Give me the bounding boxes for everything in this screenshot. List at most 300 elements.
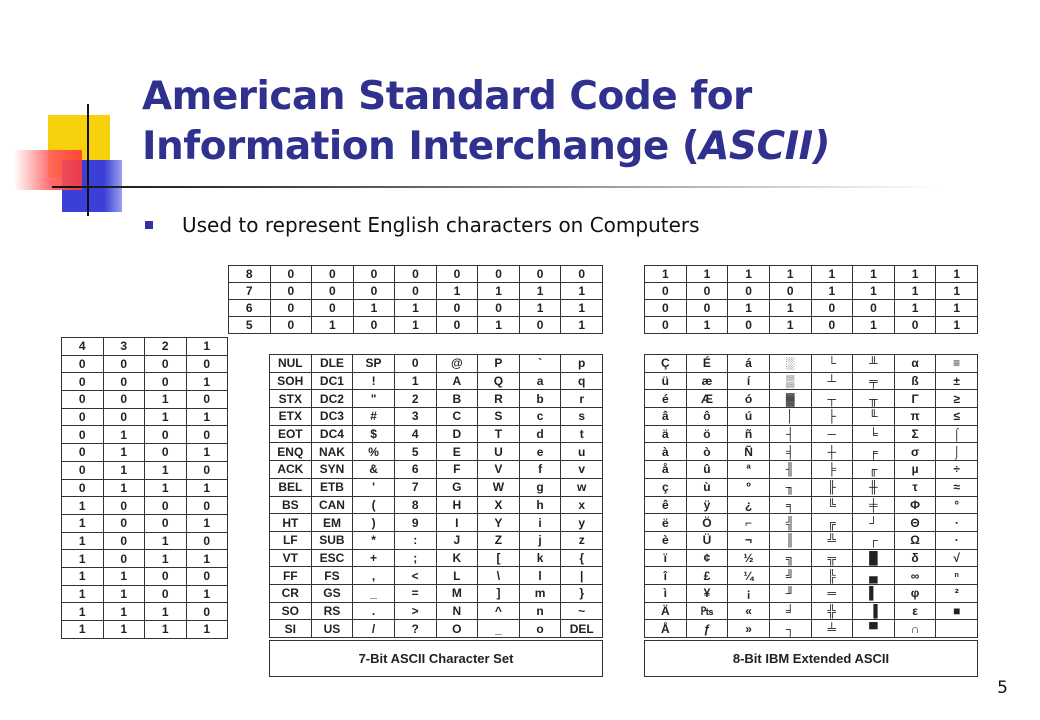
table-cell: f: [519, 461, 561, 479]
table-cell: 1: [62, 621, 104, 639]
table-cell: √: [936, 549, 978, 567]
table-cell: 1: [186, 373, 228, 391]
table-cell: │: [769, 408, 811, 426]
table-cell: ╚: [811, 496, 853, 514]
table-cell: 1: [395, 300, 437, 317]
table-cell: 1: [769, 317, 811, 334]
table-cell: ú: [728, 408, 770, 426]
table-cell: 1: [853, 283, 895, 300]
logo-square-red: [14, 150, 82, 190]
table-cell: ┬: [811, 390, 853, 408]
table-cell: ÿ: [686, 496, 728, 514]
table-cell: 0: [686, 283, 728, 300]
table-cell: #: [353, 408, 395, 426]
ascii7-char-grid: [269, 354, 603, 638]
table-cell: 0: [561, 266, 603, 283]
table-cell: ·: [936, 531, 978, 549]
table-cell: 0: [145, 567, 187, 585]
table-row: [270, 549, 603, 567]
table-cell: û: [686, 461, 728, 479]
ascii7-top-bits: [228, 265, 603, 334]
table-cell: 0: [103, 514, 145, 532]
table-row: [270, 602, 603, 620]
table-cell: ε: [894, 602, 936, 620]
table-cell: >: [394, 602, 436, 620]
table-cell: 1: [645, 266, 687, 283]
table-cell: HT: [270, 514, 312, 532]
table-cell: 0: [62, 373, 104, 391]
table-cell: 0: [103, 391, 145, 409]
table-cell: 0: [145, 373, 187, 391]
table-cell: SYN: [311, 461, 353, 479]
table-row: [645, 478, 978, 496]
table-cell: 1: [394, 372, 436, 390]
table-cell: d: [519, 425, 561, 443]
table-cell: 1: [103, 621, 145, 639]
table-row: [645, 620, 978, 638]
table-cell: 1: [186, 338, 228, 356]
table-cell: ╣: [769, 514, 811, 532]
table-cell: K: [436, 549, 478, 567]
table-cell: 0: [769, 283, 811, 300]
table-cell: CR: [270, 584, 312, 602]
table-cell: ∙: [936, 514, 978, 532]
table-cell: 1: [561, 317, 603, 334]
table-cell: 1: [186, 444, 228, 462]
table-cell: 7: [229, 283, 271, 300]
table-cell: 1: [62, 550, 104, 568]
table-cell: ß: [894, 372, 936, 390]
table-cell: ╙: [853, 408, 895, 426]
table-cell: 0: [270, 283, 312, 300]
table-cell: ƒ: [686, 620, 728, 638]
table-cell: SOH: [270, 372, 312, 390]
table-cell: I: [436, 514, 478, 532]
table-cell: [: [478, 549, 520, 567]
table-cell: DLE: [311, 355, 353, 373]
table-cell: .: [353, 602, 395, 620]
table-row: [645, 602, 978, 620]
table-cell: 5: [394, 443, 436, 461]
table-cell: 1: [62, 532, 104, 550]
table-cell: 0: [62, 444, 104, 462]
table-cell: ┐: [769, 620, 811, 638]
table-cell: 1: [145, 408, 187, 426]
table-cell: R: [478, 390, 520, 408]
table-cell: y: [561, 514, 603, 532]
table-cell: â: [645, 408, 687, 426]
table-cell: H: [436, 496, 478, 514]
table-cell: 4: [394, 425, 436, 443]
table-cell: DC2: [311, 390, 353, 408]
table-cell: 1: [145, 621, 187, 639]
table-cell: NUL: [270, 355, 312, 373]
table-cell: ▐: [853, 602, 895, 620]
table-cell: ò: [686, 443, 728, 461]
table-cell: ┴: [811, 372, 853, 390]
table-row: [645, 408, 978, 426]
table-cell: US: [311, 620, 353, 638]
table-cell: ╞: [811, 461, 853, 479]
table-cell: DC1: [311, 372, 353, 390]
ascii8-top-bits: [644, 265, 978, 334]
table-cell: 0: [436, 317, 478, 334]
table-cell: (: [353, 496, 395, 514]
table-cell: 3: [394, 408, 436, 426]
table-cell: S: [478, 408, 520, 426]
table-cell: ?: [394, 620, 436, 638]
table-cell: º: [728, 478, 770, 496]
table-row: [270, 478, 603, 496]
table-cell: O: [436, 620, 478, 638]
table-row: [645, 300, 978, 317]
table-cell: G: [436, 478, 478, 496]
bullet-item: [145, 213, 700, 237]
table-cell: £: [686, 567, 728, 585]
table-cell: 0: [811, 317, 853, 334]
table-row: [62, 355, 228, 373]
table-cell: ╩: [811, 531, 853, 549]
table-cell: ²: [936, 584, 978, 602]
table-cell: q: [561, 372, 603, 390]
table-cell: SI: [270, 620, 312, 638]
table-cell: 0: [103, 355, 145, 373]
table-cell: 1: [186, 408, 228, 426]
table-row: [270, 408, 603, 426]
table-cell: ¼: [728, 567, 770, 585]
table-cell: 0: [145, 514, 187, 532]
table-cell: D: [436, 425, 478, 443]
table-cell: 1: [186, 621, 228, 639]
table-cell: 1: [62, 567, 104, 585]
table-cell: 1: [103, 479, 145, 497]
table-cell: ACK: [270, 461, 312, 479]
table-cell: =: [394, 584, 436, 602]
table-cell: ': [353, 478, 395, 496]
table-cell: 1: [894, 283, 936, 300]
table-cell: ▀: [853, 620, 895, 638]
table-cell: 0: [186, 497, 228, 515]
table-cell: Σ: [894, 425, 936, 443]
table-cell: 1: [186, 585, 228, 603]
table-cell: 0: [353, 317, 395, 334]
table-row: [229, 283, 603, 300]
table-cell: α: [894, 355, 936, 373]
table-cell: └: [811, 355, 853, 373]
table-cell: 1: [395, 317, 437, 334]
table-cell: ¬: [728, 531, 770, 549]
table-row: [645, 390, 978, 408]
table-cell: 1: [561, 300, 603, 317]
table-cell: 0: [62, 479, 104, 497]
table-cell: ┘: [853, 514, 895, 532]
table-cell: <: [394, 567, 436, 585]
table-cell: ⌡: [936, 443, 978, 461]
table-row: [62, 426, 228, 444]
table-cell: 7: [394, 478, 436, 496]
table-cell: í: [728, 372, 770, 390]
table-cell: ÷: [936, 461, 978, 479]
table-cell: 1: [62, 603, 104, 621]
table-cell: «: [728, 602, 770, 620]
table-cell: 0: [62, 391, 104, 409]
table-cell: s: [561, 408, 603, 426]
table-cell: 0: [894, 317, 936, 334]
table-cell: o: [519, 620, 561, 638]
table-cell: ╥: [853, 390, 895, 408]
table-cell: 1: [103, 444, 145, 462]
ascii7-caption: 7-Bit ASCII Character Set: [269, 640, 603, 677]
table-cell: τ: [894, 478, 936, 496]
table-cell: ▌: [853, 584, 895, 602]
table-cell: 0: [186, 532, 228, 550]
table-row: [645, 317, 978, 334]
table-cell: ½: [728, 549, 770, 567]
table-row: [270, 567, 603, 585]
table-row: [270, 584, 603, 602]
table-cell: φ: [894, 584, 936, 602]
table-row: [270, 425, 603, 443]
logo-vertical-line: [87, 104, 89, 216]
table-cell: î: [645, 567, 687, 585]
table-row: [270, 372, 603, 390]
table-cell: 1: [145, 479, 187, 497]
table-cell: ╖: [769, 478, 811, 496]
table-cell: ): [353, 514, 395, 532]
table-cell: 0: [103, 408, 145, 426]
table-cell: x: [561, 496, 603, 514]
table-cell: ≈: [936, 478, 978, 496]
table-cell: 0: [853, 300, 895, 317]
table-cell: 0: [145, 426, 187, 444]
table-cell: π: [894, 408, 936, 426]
table-cell: Θ: [894, 514, 936, 532]
table-cell: 0: [436, 300, 478, 317]
table-row: [645, 266, 978, 283]
table-cell: 0: [478, 300, 520, 317]
table-row: [62, 461, 228, 479]
table-cell: ä: [645, 425, 687, 443]
table-cell: 0: [728, 317, 770, 334]
table-cell: ▓: [769, 390, 811, 408]
table-row: [62, 479, 228, 497]
table-cell: à: [645, 443, 687, 461]
table-cell: r: [561, 390, 603, 408]
bullet-text: Used to represent English characters on Computers: [182, 213, 700, 237]
table-cell: M: [436, 584, 478, 602]
table-row: [270, 514, 603, 532]
table-row: [270, 496, 603, 514]
table-row: [645, 584, 978, 602]
table-cell: ╗: [769, 549, 811, 567]
table-cell: ]: [478, 584, 520, 602]
table-cell: Γ: [894, 390, 936, 408]
table-cell: 5: [229, 317, 271, 334]
table-cell: 0: [186, 461, 228, 479]
table-cell: 1: [353, 300, 395, 317]
table-cell: 0: [62, 461, 104, 479]
table-cell: ╘: [853, 425, 895, 443]
table-cell: ≤: [936, 408, 978, 426]
table-row: [645, 496, 978, 514]
table-row: [62, 603, 228, 621]
table-cell: ╤: [853, 372, 895, 390]
table-cell: 0: [394, 355, 436, 373]
table-cell: 1: [103, 567, 145, 585]
table-row: [645, 514, 978, 532]
table-cell: Z: [478, 531, 520, 549]
table-cell: $: [353, 425, 395, 443]
table-cell: DEL: [561, 620, 603, 638]
table-row: [645, 425, 978, 443]
table-cell: i: [519, 514, 561, 532]
table-cell: }: [561, 584, 603, 602]
table-cell: Ü: [686, 531, 728, 549]
table-cell: ç: [645, 478, 687, 496]
table-cell: 0: [645, 300, 687, 317]
table-cell: w: [561, 478, 603, 496]
table-row: [62, 585, 228, 603]
table-cell: t: [561, 425, 603, 443]
table-cell: 1: [186, 479, 228, 497]
table-row: [229, 300, 603, 317]
table-cell: Ç: [645, 355, 687, 373]
table-row: [270, 390, 603, 408]
table-cell: 1: [561, 283, 603, 300]
table-cell: 0: [62, 408, 104, 426]
table-cell: X: [478, 496, 520, 514]
table-cell: ╨: [853, 355, 895, 373]
table-cell: ,: [353, 567, 395, 585]
table-row: [645, 355, 978, 373]
table-cell: 1: [936, 283, 978, 300]
table-cell: 1: [936, 266, 978, 283]
table-cell: 0: [62, 355, 104, 373]
table-cell: ╕: [769, 496, 811, 514]
table-cell: ª: [728, 461, 770, 479]
table-cell: ¿: [728, 496, 770, 514]
table-cell: DC3: [311, 408, 353, 426]
table-cell: 0: [186, 355, 228, 373]
table-cell: 1: [145, 532, 187, 550]
table-cell: Φ: [894, 496, 936, 514]
table-cell: 1: [145, 461, 187, 479]
table-cell: SUB: [311, 531, 353, 549]
table-cell: _: [353, 584, 395, 602]
table-cell: ╧: [811, 620, 853, 638]
table-cell: `: [519, 355, 561, 373]
table-cell: 0: [186, 391, 228, 409]
table-cell: 0: [270, 317, 312, 334]
table-cell: ï: [645, 549, 687, 567]
table-cell: 0: [686, 300, 728, 317]
table-cell: ├: [811, 408, 853, 426]
table-cell: 0: [312, 283, 354, 300]
table-cell: ╡: [769, 443, 811, 461]
table-cell: ┤: [769, 425, 811, 443]
table-cell: V: [478, 461, 520, 479]
table-cell: 0: [645, 317, 687, 334]
table-row: [62, 408, 228, 426]
table-cell: 1: [728, 266, 770, 283]
table-row: [270, 620, 603, 638]
table-cell: STX: [270, 390, 312, 408]
table-cell: 0: [645, 283, 687, 300]
table-cell: Y: [478, 514, 520, 532]
table-cell: 1: [853, 266, 895, 283]
table-cell: 1: [853, 317, 895, 334]
table-cell: ░: [769, 355, 811, 373]
table-cell: +: [353, 549, 395, 567]
table-cell: æ: [686, 372, 728, 390]
table-cell: ⌠: [936, 425, 978, 443]
table-cell: 1: [186, 514, 228, 532]
table-cell: {: [561, 549, 603, 567]
table-cell: %: [353, 443, 395, 461]
table-cell: N: [436, 602, 478, 620]
table-cell: 9: [394, 514, 436, 532]
table-cell: 0: [353, 283, 395, 300]
table-cell: z: [561, 531, 603, 549]
table-row: [62, 373, 228, 391]
table-cell: ⁿ: [936, 567, 978, 585]
table-cell: j: [519, 531, 561, 549]
table-cell: 0: [145, 355, 187, 373]
table-cell: 0: [103, 532, 145, 550]
table-cell: 0: [353, 266, 395, 283]
table-cell: ╒: [853, 443, 895, 461]
table-cell: BS: [270, 496, 312, 514]
table-cell: 1: [894, 266, 936, 283]
table-cell: ô: [686, 408, 728, 426]
table-cell: ╛: [769, 602, 811, 620]
table-cell: ╝: [769, 567, 811, 585]
table-cell: U: [478, 443, 520, 461]
table-cell: 1: [811, 266, 853, 283]
table-cell: m: [519, 584, 561, 602]
table-cell: Ä: [645, 602, 687, 620]
table-cell: DC4: [311, 425, 353, 443]
table-cell: ^: [478, 602, 520, 620]
table-cell: █: [853, 549, 895, 567]
table-cell: 1: [62, 497, 104, 515]
table-cell: F: [436, 461, 478, 479]
table-cell: 0: [728, 283, 770, 300]
table-cell: Ö: [686, 514, 728, 532]
table-cell: n: [519, 602, 561, 620]
table-row: [645, 443, 978, 461]
table-cell: l: [519, 567, 561, 585]
table-cell: ╔: [811, 514, 853, 532]
table-cell: 1: [103, 426, 145, 444]
table-cell: µ: [894, 461, 936, 479]
page-number: 5: [997, 678, 1008, 698]
table-cell: /: [353, 620, 395, 638]
table-row: [62, 444, 228, 462]
table-cell: 0: [103, 550, 145, 568]
table-cell: ±: [936, 372, 978, 390]
table-cell: Æ: [686, 390, 728, 408]
title-underline: [52, 186, 942, 188]
table-cell: 0: [145, 444, 187, 462]
table-cell: 0: [811, 300, 853, 317]
table-cell: 1: [478, 317, 520, 334]
table-cell: NAK: [311, 443, 353, 461]
table-cell: 0: [519, 317, 561, 334]
table-cell: A: [436, 372, 478, 390]
table-cell: &: [353, 461, 395, 479]
table-cell: 1: [769, 266, 811, 283]
